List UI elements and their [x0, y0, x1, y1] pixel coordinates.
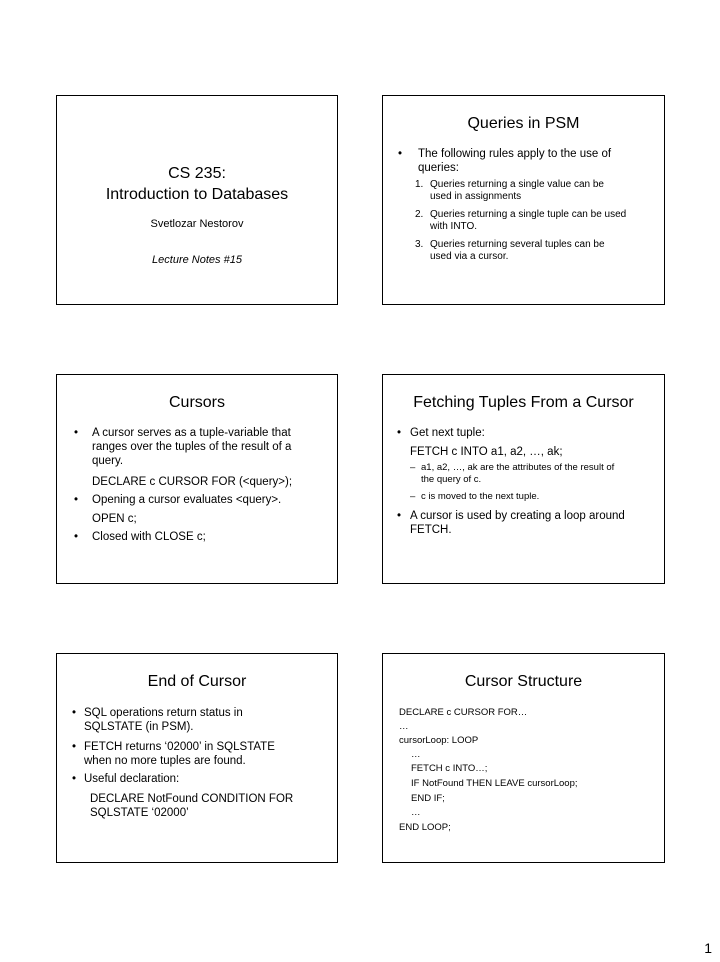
author-name: Svetlozar Nestorov	[150, 218, 244, 230]
bullet-line: The following rules apply to the use of	[418, 148, 612, 160]
bullet-line: A cursor is used by creating a loop around	[410, 510, 625, 522]
slide-heading: Queries in PSM	[467, 115, 580, 132]
bullet-text	[84, 740, 275, 768]
item-line: used via a cursor.	[430, 251, 509, 262]
bullet-mark: •	[72, 707, 77, 719]
bullet-text: Opening a cursor evaluates <query>.	[92, 494, 282, 506]
bullet-mark: •	[74, 427, 79, 439]
slide-heading: Cursor Structure	[464, 673, 583, 690]
course-title	[57, 163, 337, 205]
bullet-line: FETCH.	[410, 524, 452, 536]
slide-queries-in-psm	[382, 95, 665, 305]
sub-bullet	[410, 491, 539, 503]
code-block	[90, 792, 293, 820]
code-line: END IF;	[411, 793, 445, 804]
bullet-mark: •	[74, 531, 79, 543]
item-number: 1.	[415, 179, 424, 190]
code-line: …	[399, 721, 409, 732]
dash-mark: –	[410, 491, 416, 502]
code-line: cursorLoop: LOOP	[399, 735, 479, 746]
bullet-line: A cursor serves as a tuple-variable that	[92, 427, 291, 439]
item-line: used in assignments	[430, 191, 522, 202]
code-line: FETCH c INTO…;	[411, 763, 488, 774]
code-line: …	[411, 807, 421, 818]
code-line: DECLARE NotFound CONDITION FOR	[90, 793, 294, 805]
slide-heading: Fetching Tuples From a Cursor	[413, 394, 634, 411]
sub-line: a1, a2, …, ak are the attributes of the result of	[421, 462, 615, 473]
bullet-line: query.	[92, 455, 124, 467]
page-number: 1	[704, 940, 712, 956]
code-line: END LOOP;	[399, 822, 451, 833]
list-item	[415, 209, 670, 233]
slide-title	[56, 95, 338, 305]
bullet-mark: •	[398, 148, 403, 160]
code-line: IF NotFound THEN LEAVE cursorLoop;	[411, 778, 578, 789]
sub-bullet	[410, 462, 671, 485]
slide-heading: Cursors	[168, 394, 225, 411]
bullet-text: Closed with CLOSE c;	[92, 531, 206, 543]
bullet-text	[418, 147, 611, 175]
item-line: Queries returning a single tuple can be used	[430, 209, 627, 220]
sub-line: c is moved to the next tuple.	[421, 491, 540, 502]
list-item	[415, 239, 670, 263]
bullet-line: when no more tuples are found.	[84, 755, 246, 767]
code-line: …	[411, 749, 421, 760]
dash-mark: –	[410, 462, 416, 473]
slide-cursor-structure	[382, 653, 665, 863]
lecture-notes-label: Lecture Notes #15	[152, 254, 242, 266]
bullet-mark: •	[397, 427, 402, 439]
bullet-text: Useful declaration:	[84, 773, 180, 785]
bullet-text	[84, 706, 243, 734]
slide-heading: End of Cursor	[147, 673, 247, 690]
bullet-text	[410, 509, 625, 537]
bullet-line: FETCH returns ‘02000’ in SQLSTATE	[84, 741, 275, 753]
bullet-mark: •	[397, 510, 402, 522]
code-line: DECLARE c CURSOR FOR (<query>);	[92, 476, 293, 488]
code-line: FETCH c INTO a1, a2, …, ak;	[410, 446, 563, 458]
bullet-mark: •	[72, 741, 77, 753]
code-line: OPEN c;	[92, 513, 137, 525]
slide-fetching-tuples	[382, 374, 665, 584]
course-code: CS 235:	[168, 165, 226, 182]
item-number: 2.	[415, 209, 424, 220]
item-line: Queries returning several tuples can be	[430, 239, 605, 250]
bullet-line: SQL operations return status in	[84, 707, 243, 719]
bullet-text: Get next tuple:	[410, 427, 485, 439]
bullet-line: SQLSTATE (in PSM).	[84, 721, 194, 733]
item-number: 3.	[415, 239, 424, 250]
sub-line: the query of c.	[421, 473, 482, 485]
code-line: DECLARE c CURSOR FOR…	[399, 707, 528, 718]
list-item	[415, 179, 670, 203]
slide-end-of-cursor	[56, 653, 338, 863]
code-line: SQLSTATE ‘02000’	[90, 807, 189, 819]
course-name: Introduction to Databases	[105, 186, 289, 203]
bullet-text	[92, 426, 291, 468]
bullet-mark: •	[72, 773, 77, 785]
item-line: Queries returning a single value can be	[430, 179, 604, 190]
bullet-mark: •	[74, 494, 79, 506]
slide-cursors	[56, 374, 338, 584]
bullet-line: queries:	[418, 162, 459, 174]
item-line: with INTO.	[430, 221, 478, 232]
bullet-line: ranges over the tuples of the result of a	[92, 441, 292, 453]
